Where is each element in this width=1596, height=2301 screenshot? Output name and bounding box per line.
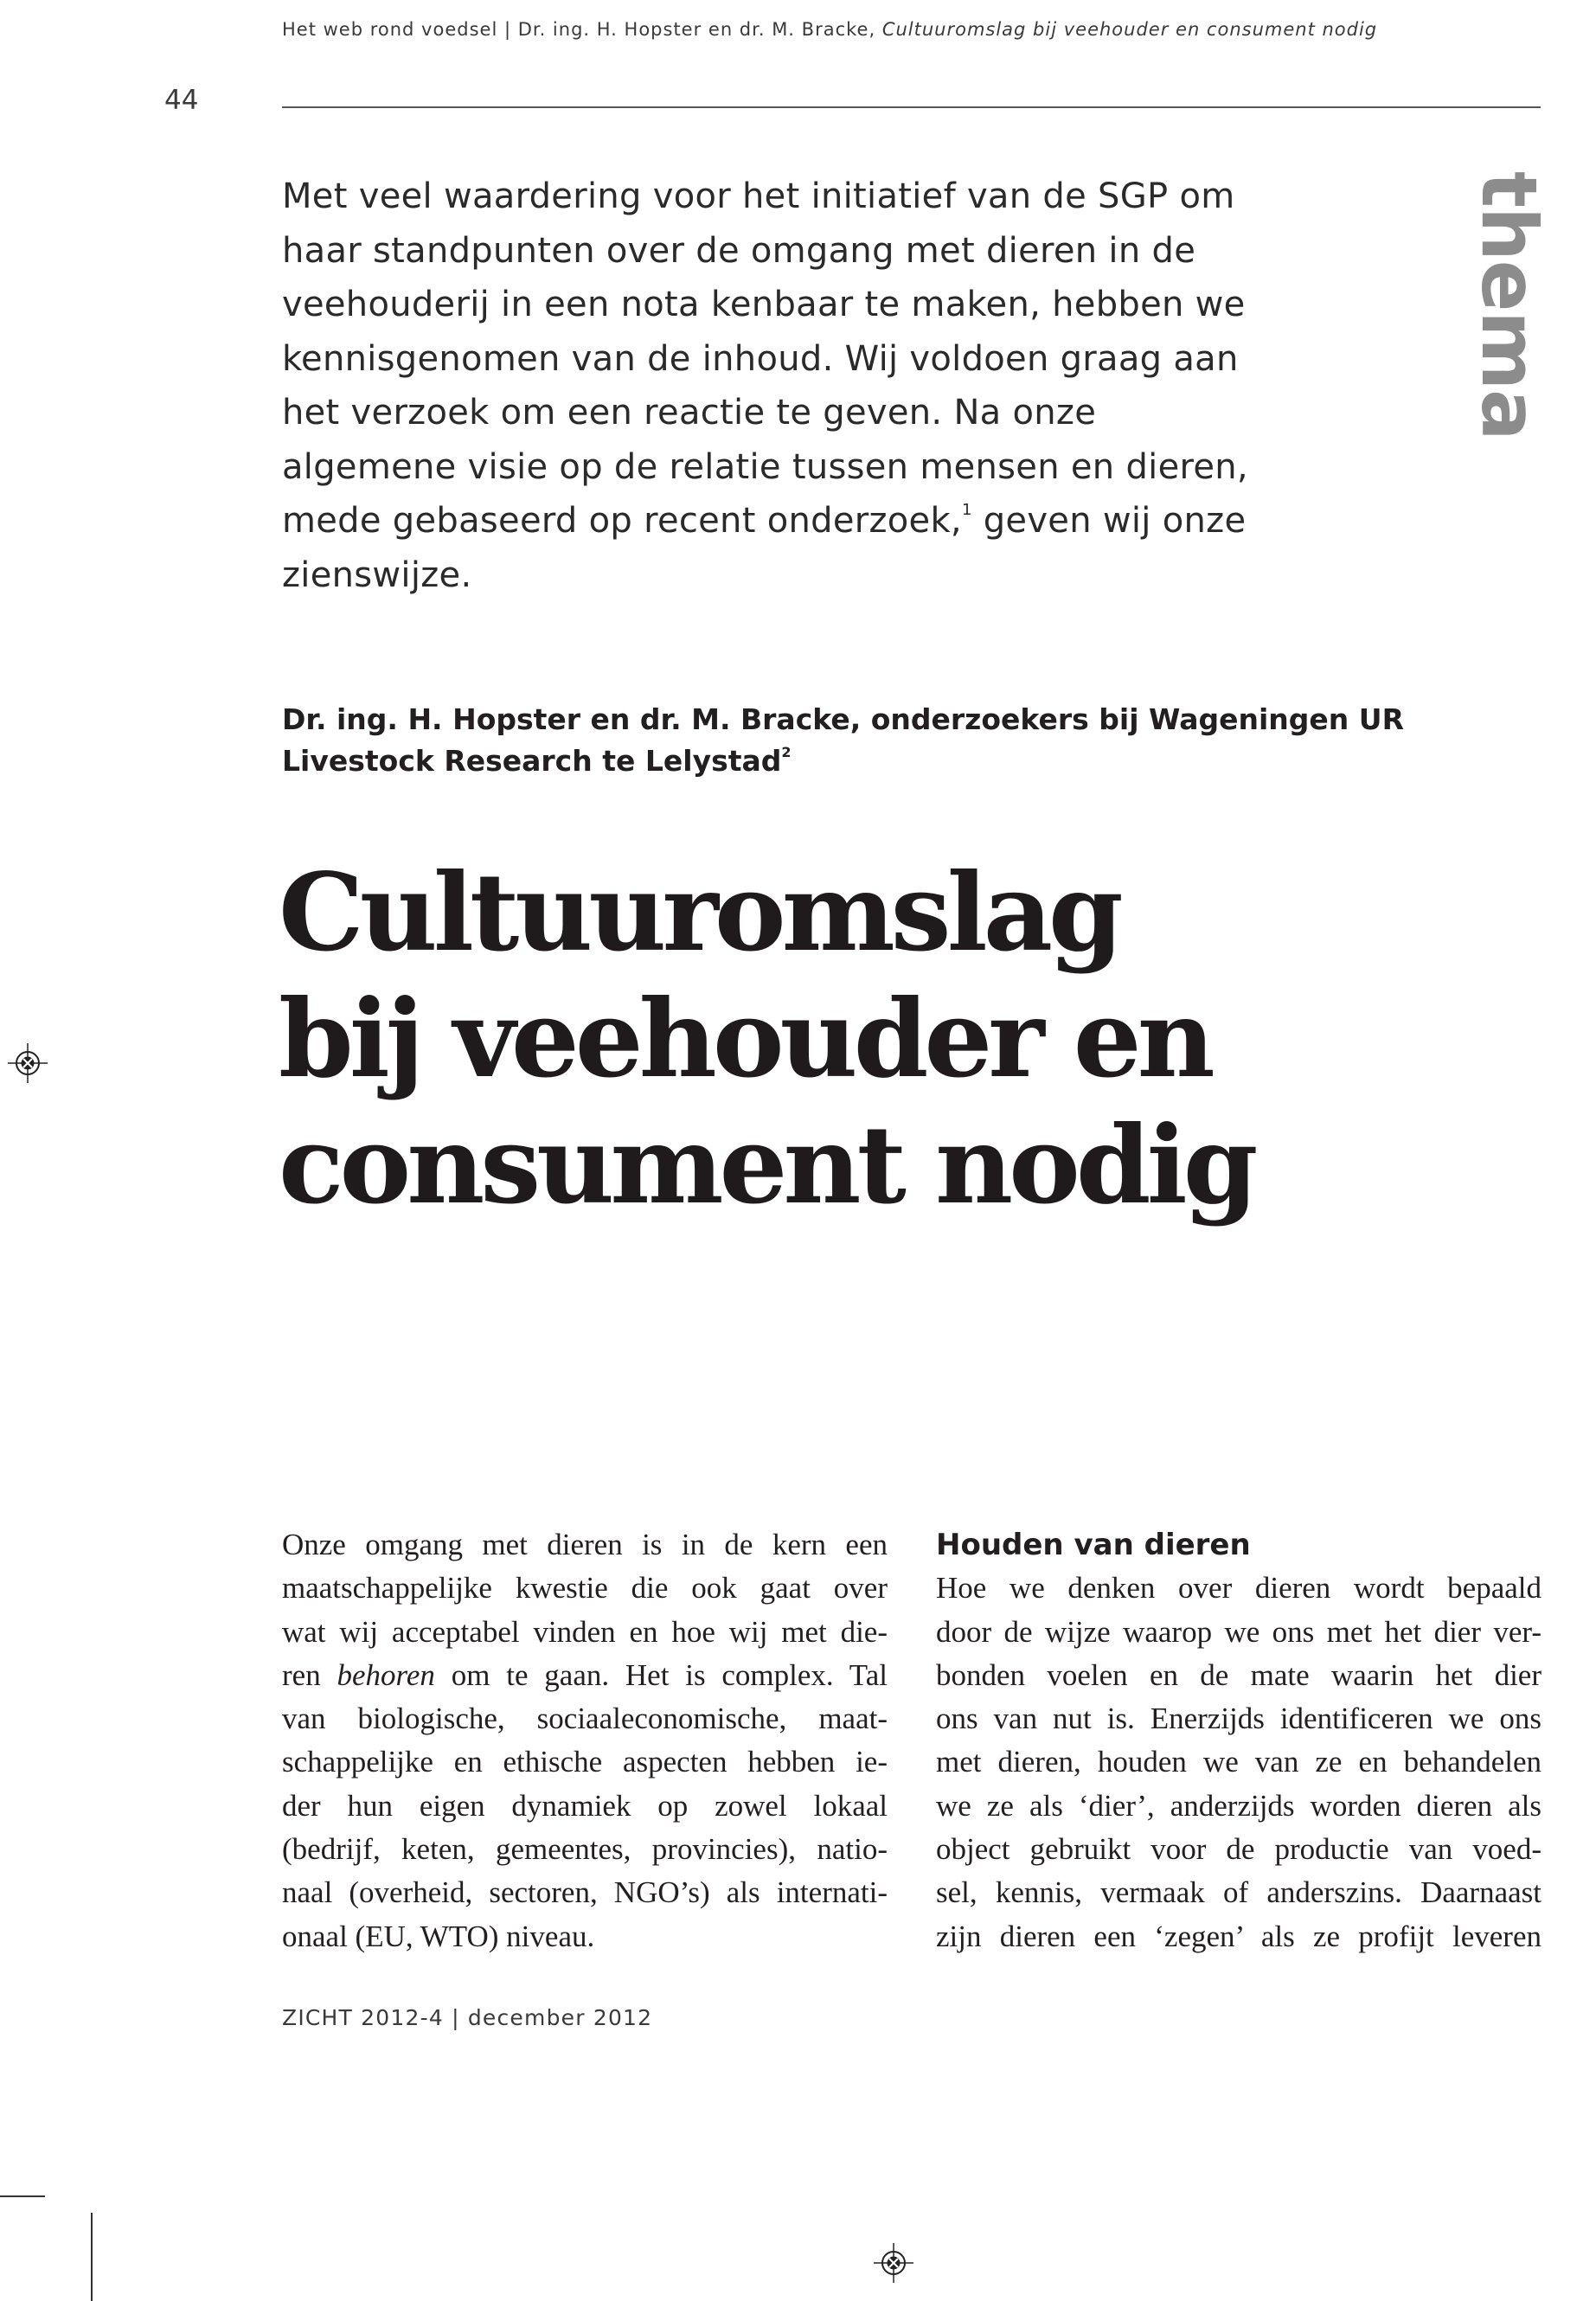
body-line: (bedrijf, keten, gemeentes, provincies), natio- — [282, 1832, 888, 1867]
intro-text: Met veel waardering voor het initiatief van de SGP om haar standpunten over de omgang met dieren in de veehouderij in een nota kenbaar te maken, hebben we kennisgenomen van de inhoud. Wij voldoen graag aan het verzoek om een reactie te geven. Na onze algemene visie op de relatie tussen mensen en dieren, mede gebaseerd op recent onderzoek, — [282, 176, 1248, 541]
body-line: van biologische, sociaaleconomische, maat- — [282, 1702, 888, 1736]
body-line: der hun eigen dynamiek op zowel lokaal — [282, 1788, 888, 1823]
crop-mark — [91, 2213, 93, 2301]
body-line: ons van nut is. Enerzijds identificeren we ons — [936, 1702, 1542, 1736]
intro-paragraph — [282, 170, 1268, 602]
title-line: consument nodig — [279, 1103, 1254, 1228]
body-line-rest: om te gaan. Het is complex. Tal — [451, 1657, 888, 1692]
header-rule — [282, 106, 1541, 108]
title-line: bij veehouder en — [279, 977, 1211, 1102]
body-line: object gebruikt voor de productie van voed- — [936, 1832, 1542, 1867]
registration-mark-icon — [874, 2243, 913, 2283]
running-head-article-title: Cultuuromslag bij veehouder en consument nodig — [881, 19, 1378, 40]
body-line: Onze omgang met dieren is in de kern een — [282, 1528, 888, 1561]
body-line: schappelijke en ethische aspecten hebben ie- — [282, 1745, 888, 1779]
byline — [282, 699, 1545, 782]
section-label: thema — [1465, 171, 1554, 440]
registration-mark-icon — [8, 1043, 48, 1083]
intro-text-end: geven wij onze zienswijze. — [282, 501, 1247, 595]
title-line: Cultuuromslag — [279, 850, 1119, 976]
body-line: bonden voelen en de mate waarin het dier — [936, 1657, 1542, 1692]
body-line: wat wij acceptabel vinden en hoe wij met die- — [282, 1614, 888, 1649]
body-line: onaal (EU, WTO) niveau. — [282, 1919, 595, 1953]
body-column-right — [936, 1523, 1542, 1958]
body-line: naal (overheid, sectoren, NGO’s) als internati- — [282, 1875, 888, 1910]
emphasis-behoren: behoren — [337, 1657, 435, 1692]
body-line: door de wijze waarop we ons met het dier ver- — [936, 1614, 1542, 1649]
footnote-ref-1[interactable]: 1 — [961, 501, 972, 519]
running-head-prefix: Het web rond voedsel | Dr. ing. H. Hopster en dr. M. Bracke, — [282, 19, 882, 40]
body-line: sel, kennis, vermaak of anderszins. Daarnaast — [936, 1875, 1542, 1910]
body-line: zijn dieren een ‘zegen’ als ze profijt leveren — [936, 1919, 1542, 1953]
footer-issue: ZICHT 2012-4 | december 2012 — [282, 2005, 653, 2030]
crop-mark — [0, 2195, 45, 2197]
body-line — [282, 1654, 888, 1697]
body-line: maatschappelijke kwestie die ook gaat over — [282, 1571, 888, 1606]
running-head — [282, 19, 1562, 40]
body-line: we ze als ‘dier’, anderzijds worden dieren als — [936, 1788, 1542, 1823]
footnote-ref-2[interactable]: 2 — [781, 744, 792, 760]
body-column-left — [282, 1523, 888, 1958]
body-line: met dieren, houden we van ze en behandelen — [936, 1745, 1542, 1779]
page-number: 44 — [164, 85, 199, 116]
body-line: Hoe we denken over dieren wordt bepaald — [936, 1571, 1542, 1606]
section-heading: Houden van dieren — [936, 1528, 1251, 1562]
article-title — [279, 850, 1542, 1229]
byline-text: Dr. ing. H. Hopster en dr. M. Bracke, onderzoekers bij Wageningen UR Livestock Research te Lelystad — [282, 702, 1404, 778]
body-line-start: ren — [282, 1657, 337, 1692]
